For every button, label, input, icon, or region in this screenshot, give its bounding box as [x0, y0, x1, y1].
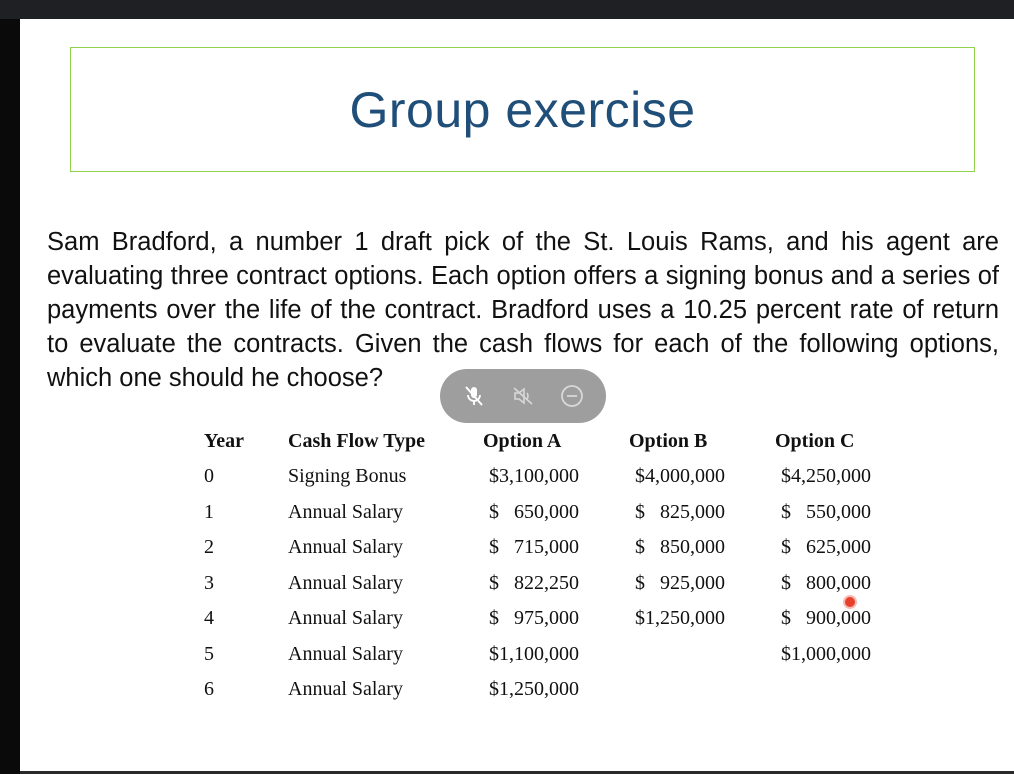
- cell-year: 1: [204, 500, 214, 523]
- presentation-slide: [20, 19, 1014, 771]
- cell-option-a: $1,250,000: [489, 678, 579, 701]
- cell-type: Signing Bonus: [288, 465, 407, 488]
- cell-type: Annual Salary: [288, 607, 403, 630]
- header-year: Year: [204, 429, 244, 452]
- cell-option-b: [629, 672, 775, 708]
- cell-option-c: $ 800,000: [781, 571, 871, 594]
- cell-option-b: $ 825,000: [635, 500, 725, 523]
- cell-option-b: $ 925,000: [635, 571, 725, 594]
- table-row: [194, 495, 901, 531]
- cell-type: Annual Salary: [288, 536, 403, 559]
- cell-option-b: $4,000,000: [635, 465, 725, 488]
- cell-option-a: $3,100,000: [489, 465, 579, 488]
- cell-option-c: $1,000,000: [781, 642, 871, 665]
- header-option-a: Option A: [483, 429, 562, 452]
- cell-option-c: $ 550,000: [781, 500, 871, 523]
- cell-type: Annual Salary: [288, 571, 403, 594]
- slide-title: Group exercise: [349, 81, 696, 138]
- cell-option-a: $1,100,000: [489, 642, 579, 665]
- minus-circle-icon[interactable]: [557, 381, 587, 411]
- cell-year: 5: [204, 642, 214, 665]
- cell-option-c: [775, 672, 901, 708]
- meeting-controls-overlay: [440, 369, 606, 423]
- header-option-c: Option C: [775, 429, 855, 452]
- cell-type: Annual Salary: [288, 678, 403, 701]
- cell-option-a: $ 975,000: [489, 607, 579, 630]
- title-box: [70, 47, 975, 172]
- table-row: [194, 672, 901, 708]
- cell-option-b: $ 850,000: [635, 536, 725, 559]
- header-option-b: Option B: [629, 429, 708, 452]
- table-row: [194, 601, 901, 637]
- cell-year: 6: [204, 678, 214, 701]
- cash-flow-table: [194, 423, 901, 708]
- speaker-muted-icon[interactable]: [508, 381, 538, 411]
- cell-option-c: $4,250,000: [781, 465, 871, 488]
- cell-year: 0: [204, 465, 214, 488]
- table-row: [194, 530, 901, 566]
- table-row: [194, 637, 901, 673]
- laser-pointer-dot: [845, 597, 855, 607]
- cell-option-c: $ 900,000: [781, 607, 871, 630]
- table-row: [194, 566, 901, 602]
- cell-year: 3: [204, 571, 214, 594]
- cell-type: Annual Salary: [288, 500, 403, 523]
- cell-option-a: $ 715,000: [489, 536, 579, 559]
- cell-option-c: $ 625,000: [781, 536, 871, 559]
- cell-option-a: $ 822,250: [489, 571, 579, 594]
- cell-option-b: $1,250,000: [635, 607, 725, 630]
- left-window-edge: [0, 19, 20, 774]
- cell-year: 2: [204, 536, 214, 559]
- cell-option-b: [629, 637, 775, 673]
- problem-statement: Sam Bradford, a number 1 draft pick of the St. Louis Rams, and his agent are evaluating three contract options. Each option offers a signing bonus and a series of payments over the life of the contract. Bradford uses a 10.25 percent rate of return to evaluate the contracts. Given the cash flows for each of the following options, which one should he choose?: [47, 228, 999, 392]
- top-window-bar: [0, 0, 1014, 19]
- header-cash-flow-type: Cash Flow Type: [288, 429, 426, 452]
- cell-type: Annual Salary: [288, 642, 403, 665]
- table-row: [194, 459, 901, 495]
- cell-year: 4: [204, 607, 214, 630]
- table-header-row: [194, 423, 901, 459]
- mic-off-icon[interactable]: [459, 381, 489, 411]
- cell-option-a: $ 650,000: [489, 500, 579, 523]
